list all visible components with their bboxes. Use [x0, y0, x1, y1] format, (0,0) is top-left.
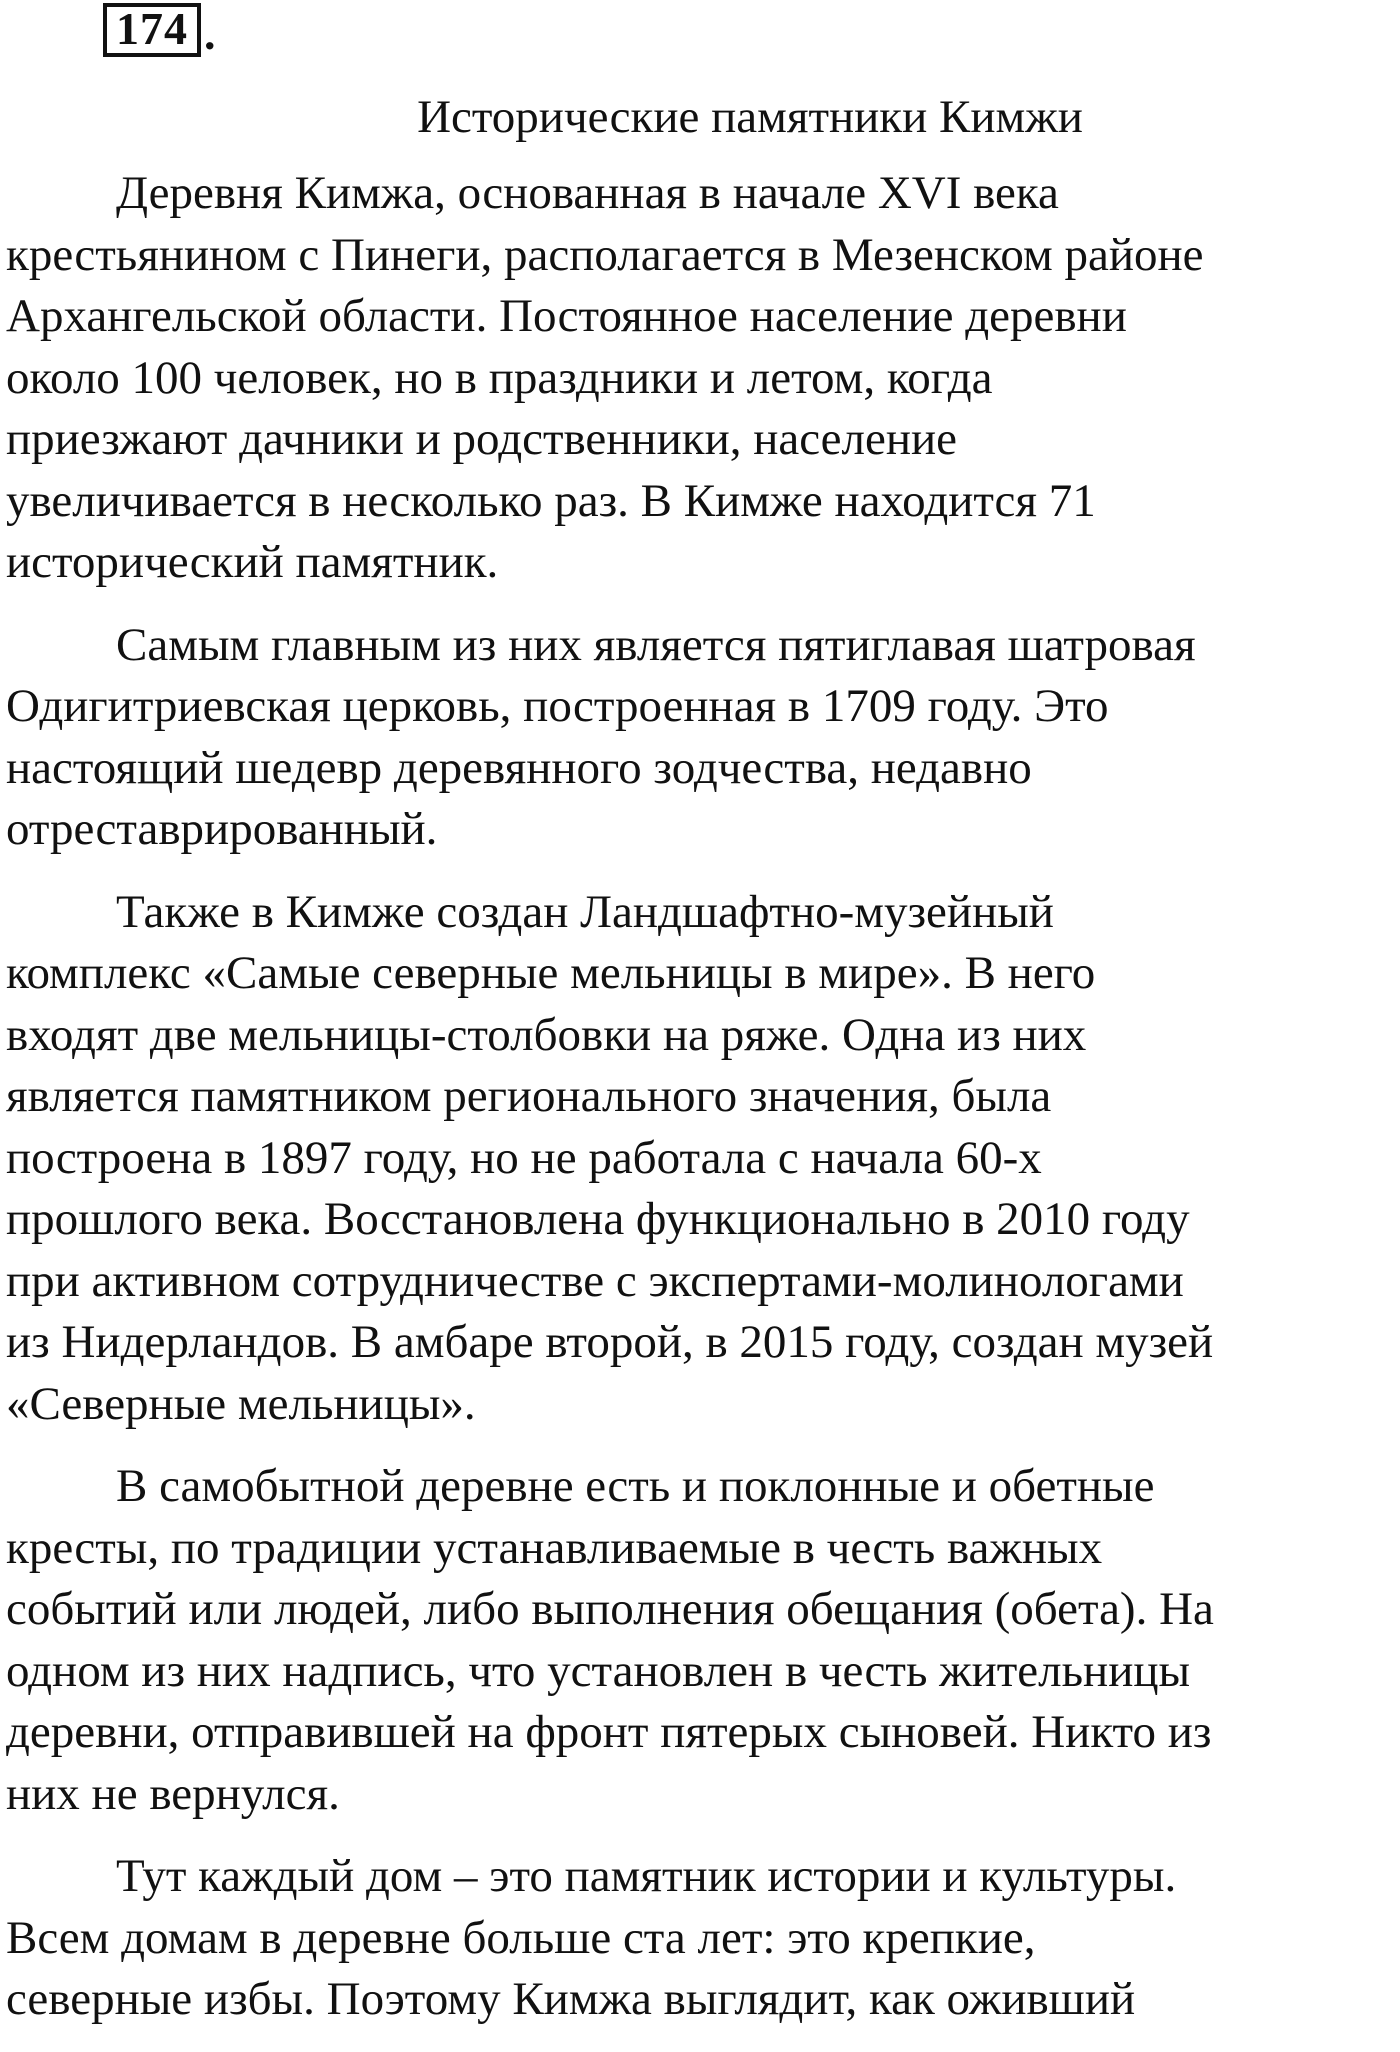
text-line: деревни, отправившей на фронт пятерых сыновей. Никто из [6, 1706, 1212, 1758]
text-line: исторический памятник. [6, 536, 499, 588]
text-line: Деревня Кимжа, основанная в начале XVI века [116, 167, 1059, 219]
text-line: крестьянином с Пинеги, располагается в Мезенском районе [6, 228, 1204, 281]
text-line: комплекс «Самые северные мельницы в мире». В него [6, 947, 1096, 999]
paragraph-5 [6, 1846, 1400, 2031]
document-body [6, 163, 1400, 2052]
text-line: «Северные мельницы». [6, 1377, 476, 1430]
text-line: из Нидерландов. В амбаре второй, в 2015 году, создан музей [6, 1316, 1214, 1368]
document-title: Исторические памятники Кимжи [417, 91, 1083, 143]
paragraph-4 [6, 1456, 1400, 1825]
text-line: Самым главным из них является пятиглавая шатровая [116, 618, 1196, 671]
text-line: настоящий шедевр деревянного зодчества, недавно [6, 741, 1032, 794]
text-line: них не вернулся. [6, 1767, 340, 1820]
paragraph-1 [6, 163, 1400, 594]
exercise-number-dot: . [204, 8, 216, 59]
text-line: построена в 1897 году, но не работала с начала 60-х [6, 1131, 1042, 1184]
text-line: приезжают дачники и родственники, население [6, 413, 958, 465]
text-line: Одигитриевская церковь, построенная в 1709 году. Это [6, 680, 1109, 732]
text-line: Архангельской области. Постоянное население деревни [6, 290, 1127, 342]
text-line: отреставрированный. [6, 803, 438, 855]
text-line: В самобытной деревне есть и поклонные и обетные [116, 1460, 1155, 1512]
text-line: северные избы. Поэтому Кимжа выглядит, как оживший [6, 1973, 1136, 2025]
exercise-number-box: 174 [103, 3, 201, 57]
text-line: Также в Кимже создан Ландшафтно-музейный [116, 885, 1054, 938]
text-line: является памятником регионального значения, была [6, 1070, 1052, 1122]
text-line: кресты, по традиции устанавливаемые в честь важных [6, 1521, 1103, 1574]
text-line: около 100 человек, но в праздники и летом, когда [6, 351, 993, 404]
paragraph-2 [6, 615, 1400, 861]
text-line: увеличивается в несколько раз. В Кимже находится 71 [6, 474, 1096, 527]
text-line: Всем домам в деревне больше ста лет: это крепкие, [6, 1911, 1036, 1964]
paragraph-3 [6, 882, 1400, 1436]
text-line: при активном сотрудничестве с экспертами-молинологами [6, 1254, 1184, 1307]
text-line: Тут каждый дом – это памятник истории и культуры. [116, 1850, 1177, 1902]
text-line: прошлого века. Восстановлена функционально в 2010 году [6, 1193, 1190, 1245]
text-line: входят две мельницы-столбовки на ряже. Одна из них [6, 1008, 1087, 1061]
text-line: одном из них надпись, что установлен в честь жительницы [6, 1644, 1191, 1697]
exercise-number [103, 3, 216, 59]
text-line: событий или людей, либо выполнения обещания (обета). На [6, 1583, 1214, 1635]
